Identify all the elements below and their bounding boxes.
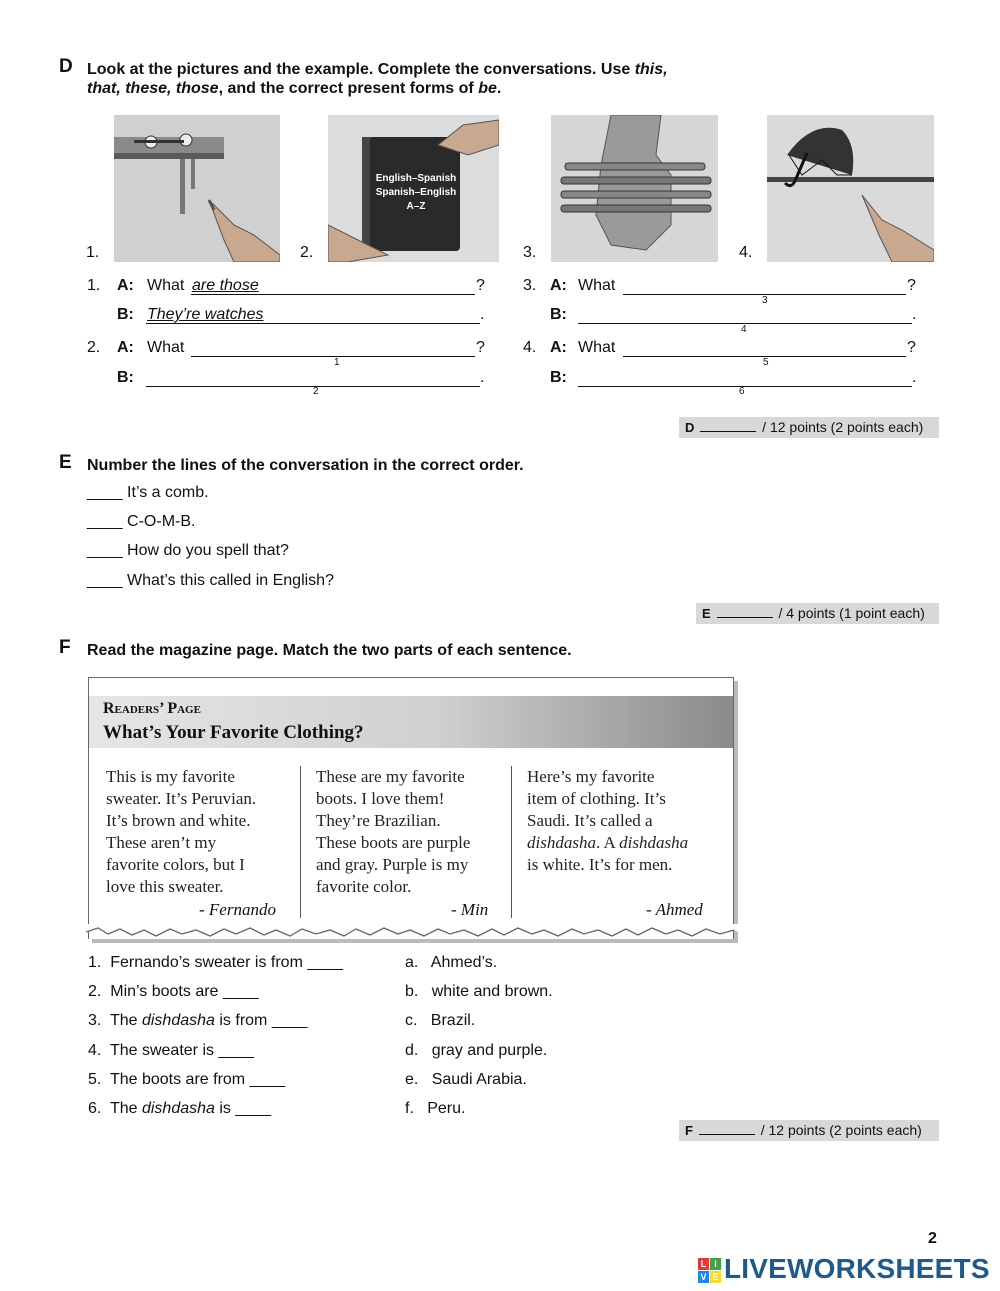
section-d-letter: D bbox=[59, 56, 73, 77]
column-line: These are my favorite bbox=[316, 767, 465, 786]
column-line: favorite colors, but I bbox=[106, 855, 245, 874]
q2-a-answer-line[interactable] bbox=[191, 356, 475, 357]
score-letter: E bbox=[702, 606, 711, 621]
option-text: white and brown. bbox=[431, 983, 553, 1000]
magazine-page bbox=[88, 677, 734, 939]
picture-2-number: 2. bbox=[300, 244, 314, 261]
column-line: and gray. Purple is my bbox=[316, 855, 469, 874]
q1-what: What bbox=[147, 277, 185, 294]
item-text: Fernando’s sweater is from ____ bbox=[110, 954, 343, 971]
signature-fernando: - Fernando bbox=[199, 900, 276, 919]
q1-a-answer: are those bbox=[192, 277, 259, 294]
section-d-score bbox=[679, 417, 939, 438]
column-line bbox=[527, 832, 688, 854]
q4-number: 4. bbox=[523, 339, 537, 356]
option-letter: f. bbox=[405, 1100, 414, 1117]
umbrella-icon bbox=[767, 115, 934, 262]
order-blank[interactable]: ____ bbox=[87, 572, 123, 589]
instr-text: Look at the pictures and the example. Complete the conversations. Use bbox=[87, 61, 635, 78]
blank-1-number: 1 bbox=[334, 357, 340, 368]
option-text: Saudi Arabia. bbox=[431, 1071, 527, 1088]
q4-b-label: B: bbox=[550, 369, 567, 386]
signature-ahmed: - Ahmed bbox=[646, 900, 703, 919]
column-line: item of clothing. It’s bbox=[527, 789, 666, 808]
logo-tile: I bbox=[710, 1258, 721, 1270]
book-text: English–Spanish bbox=[375, 173, 457, 184]
watches-on-shelf-icon bbox=[114, 115, 280, 262]
score-text: / 4 points (1 point each) bbox=[778, 605, 925, 621]
umbrella-picture bbox=[767, 115, 934, 262]
italic-word: dishdasha bbox=[527, 833, 596, 852]
match-left-item bbox=[88, 954, 343, 972]
order-text: How do you spell that? bbox=[127, 542, 289, 559]
picture-3-number: 3. bbox=[523, 244, 537, 261]
item-number: 2. bbox=[88, 983, 102, 1000]
q1-a-label: A: bbox=[117, 277, 134, 294]
q4-what: What bbox=[578, 339, 616, 356]
blank-4-number: 4 bbox=[741, 324, 747, 335]
order-blank[interactable]: ____ bbox=[87, 484, 123, 501]
match-left-item bbox=[88, 1042, 254, 1060]
q2-b-end: . bbox=[480, 369, 485, 386]
magazine-column-1 bbox=[106, 766, 256, 898]
item-number: 6. bbox=[88, 1100, 102, 1117]
column-line: They’re Brazilian. bbox=[316, 811, 441, 830]
column-line: Here’s my favorite bbox=[527, 767, 655, 786]
order-blank[interactable]: ____ bbox=[87, 542, 123, 559]
logo-tile: E bbox=[710, 1271, 721, 1283]
match-right-item bbox=[405, 954, 497, 972]
q3-what: What bbox=[578, 277, 616, 294]
item-number: 5. bbox=[88, 1071, 102, 1088]
match-left-item bbox=[88, 1012, 307, 1030]
column-line: These boots are purple bbox=[316, 833, 471, 852]
page-number: 2 bbox=[928, 1230, 937, 1247]
option-text: Brazil. bbox=[430, 1012, 476, 1029]
magazine-kicker: Readers’ Page bbox=[103, 700, 201, 717]
pens-picture bbox=[551, 115, 718, 262]
order-text: C-O-M-B. bbox=[127, 513, 196, 530]
q2-a-end: ? bbox=[476, 339, 485, 356]
instr-italic: that, these, those bbox=[87, 80, 219, 97]
option-letter: d. bbox=[405, 1042, 419, 1059]
item-italic: dishdasha bbox=[141, 1100, 215, 1117]
item-text: is from ____ bbox=[214, 1012, 308, 1029]
q2-number: 2. bbox=[87, 339, 101, 356]
item-text: The bbox=[109, 1100, 142, 1117]
match-right-item bbox=[405, 1100, 465, 1118]
logo-tile: L bbox=[698, 1258, 709, 1270]
liveworksheets-brand[interactable]: LIVEWORKSHEETS bbox=[724, 1253, 990, 1284]
section-e-instructions: Number the lines of the conversation in the correct order. bbox=[87, 457, 524, 474]
blank-3-number: 3 bbox=[762, 295, 768, 306]
section-e-score bbox=[696, 603, 939, 624]
section-f-score bbox=[679, 1120, 939, 1141]
section-f-letter: F bbox=[59, 637, 71, 658]
instr-text: , and the correct present forms of bbox=[218, 80, 479, 97]
column-line: These aren’t my bbox=[106, 833, 217, 852]
score-letter: D bbox=[685, 420, 695, 435]
column-line: It’s brown and white. bbox=[106, 811, 251, 830]
section-d-instructions bbox=[87, 60, 668, 98]
order-text: What’s this called in English? bbox=[127, 572, 334, 589]
match-left-item bbox=[88, 983, 258, 1001]
option-letter: b. bbox=[405, 983, 419, 1000]
q2-what: What bbox=[147, 339, 185, 356]
q3-a-end: ? bbox=[907, 277, 916, 294]
signature-min: - Min bbox=[451, 900, 489, 919]
score-blank[interactable] bbox=[699, 1124, 755, 1135]
item-number: 4. bbox=[88, 1042, 102, 1059]
option-text: gray and purple. bbox=[431, 1042, 548, 1059]
column-line: boots. I love them! bbox=[316, 789, 445, 808]
magazine-column-3 bbox=[527, 766, 688, 876]
option-text: Peru. bbox=[427, 1100, 466, 1117]
match-right-item bbox=[405, 1012, 475, 1030]
item-number: 1. bbox=[88, 954, 102, 971]
book-cover-text bbox=[370, 172, 462, 214]
torn-edge bbox=[86, 924, 738, 946]
item-text: The boots are from ____ bbox=[109, 1071, 286, 1088]
order-item bbox=[87, 572, 334, 590]
order-text: It’s a comb. bbox=[127, 484, 209, 501]
watches-picture bbox=[114, 115, 280, 262]
item-text: The sweater is ____ bbox=[109, 1042, 255, 1059]
q1-a-end: ? bbox=[476, 277, 485, 294]
blank-5-number: 5 bbox=[763, 357, 769, 368]
match-left-item bbox=[88, 1071, 285, 1089]
magazine-column-2 bbox=[316, 766, 470, 898]
column-line: sweater. It’s Peruvian. bbox=[106, 789, 257, 808]
section-f-instructions: Read the magazine page. Match the two parts of each sentence. bbox=[87, 642, 572, 659]
option-letter: c. bbox=[405, 1012, 418, 1029]
score-blank[interactable] bbox=[717, 607, 773, 618]
column-line: love this sweater. bbox=[106, 877, 224, 896]
blank-2-number: 2 bbox=[313, 386, 319, 397]
q2-a-label: A: bbox=[117, 339, 134, 356]
item-text: The bbox=[109, 1012, 142, 1029]
score-letter: F bbox=[685, 1123, 693, 1138]
picture-4-number: 4. bbox=[739, 244, 753, 261]
item-text: is ____ bbox=[214, 1100, 271, 1117]
score-text: / 12 points (2 points each) bbox=[762, 419, 924, 435]
book-text: Spanish–English bbox=[375, 187, 457, 198]
order-item bbox=[87, 513, 195, 531]
item-text: Min’s boots are ____ bbox=[110, 983, 259, 1000]
q3-a-label: A: bbox=[550, 277, 567, 294]
order-blank[interactable]: ____ bbox=[87, 513, 123, 530]
q4-a-label: A: bbox=[550, 339, 567, 356]
section-e-letter: E bbox=[59, 452, 72, 473]
score-text: / 12 points (2 points each) bbox=[760, 1122, 922, 1138]
match-right-item bbox=[405, 1042, 547, 1060]
q4-b-answer-line[interactable] bbox=[578, 386, 912, 387]
match-left-item bbox=[88, 1100, 271, 1118]
q1-b-end: . bbox=[480, 306, 485, 323]
order-item bbox=[87, 484, 209, 502]
column-line: Saudi. It’s called a bbox=[527, 811, 653, 830]
option-letter: e. bbox=[405, 1071, 419, 1088]
q4-a-end: ? bbox=[907, 339, 916, 356]
order-item bbox=[87, 542, 289, 560]
item-italic: dishdasha bbox=[141, 1012, 215, 1029]
instr-italic: this, bbox=[634, 61, 668, 78]
column-line: favorite color. bbox=[316, 877, 412, 896]
book-text: A–Z bbox=[406, 201, 426, 212]
q1-b-answer: They’re watches bbox=[147, 306, 264, 323]
q4-b-end: . bbox=[912, 369, 917, 386]
score-blank[interactable] bbox=[700, 421, 756, 432]
match-right-item bbox=[405, 1071, 527, 1089]
q3-b-label: B: bbox=[550, 306, 567, 323]
column-text: . A bbox=[595, 833, 620, 852]
column-divider bbox=[511, 766, 512, 918]
q2-b-label: B: bbox=[117, 369, 134, 386]
pens-in-hand-icon bbox=[551, 115, 718, 262]
column-line: is white. It’s for men. bbox=[527, 855, 673, 874]
column-line: This is my favorite bbox=[106, 767, 235, 786]
match-right-item bbox=[405, 983, 553, 1001]
option-letter: a. bbox=[405, 954, 419, 971]
magazine-title: What’s Your Favorite Clothing? bbox=[103, 722, 364, 743]
picture-1-number: 1. bbox=[86, 244, 100, 261]
blank-6-number: 6 bbox=[739, 386, 745, 397]
logo-tile: V bbox=[698, 1271, 709, 1283]
instr-italic: be bbox=[478, 80, 497, 97]
item-number: 3. bbox=[88, 1012, 102, 1029]
q3-b-end: . bbox=[912, 306, 917, 323]
option-text: Ahmed’s. bbox=[430, 954, 498, 971]
column-divider bbox=[300, 766, 301, 918]
italic-word: dishdasha bbox=[619, 833, 689, 852]
q1-number: 1. bbox=[87, 277, 101, 294]
q3-number: 3. bbox=[523, 277, 537, 294]
q1-b-label: B: bbox=[117, 306, 134, 323]
liveworksheets-logo-icon bbox=[698, 1258, 722, 1284]
instr-text: . bbox=[496, 80, 502, 97]
